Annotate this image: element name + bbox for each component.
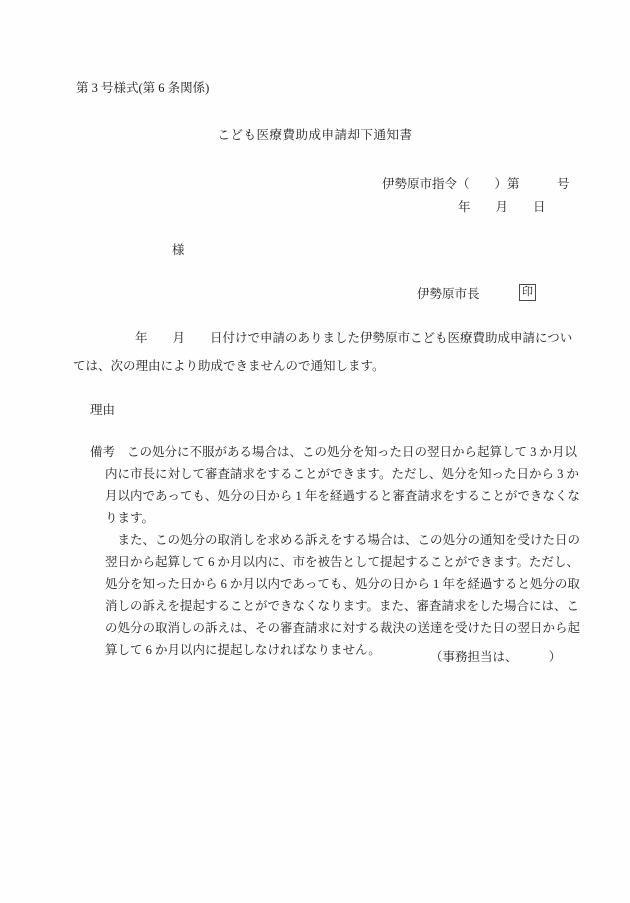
remarks-line: 内に市長に対して審査請求をすることができます。ただし、処分を知った日から 3 か — [105, 467, 580, 481]
remarks-line: 処分を知った日から 6 か月以内であっても、処分の日から 1 年を経過すると処分の取 — [105, 577, 580, 591]
body-line-2: ては、次の理由により助成できませんので通知します。 — [73, 359, 385, 373]
seal-mark: 印 — [519, 284, 536, 301]
remarks-line: 月以内であっても、処分の日から 1 年を経過すると審査請求をすることができなくな — [105, 489, 580, 503]
remarks-line: また、この処分の取消しを求める訴えをする場合は、この処分の通知を受けた日の — [105, 533, 581, 547]
remarks-line: ります。 — [105, 511, 155, 525]
issue-date-line: 年 月 日 — [458, 200, 546, 214]
remarks-line: この処分に不服がある場合は、この処分を知った日の翌日から起算して 3 か月以 — [127, 445, 578, 459]
body-line-1: 年 月 日付けで申請のありました伊勢原市こども医療費助成申請につい — [135, 331, 573, 345]
remarks-line: 消しの訴えを提起することができなくなります。また、審査請求をした場合には、こ — [105, 599, 580, 613]
remarks-line: の処分の取消しの訴えは、その審査請求に対する裁決の送達を受けた日の翌日から起 — [105, 621, 581, 635]
document-title: こども医療費助成申請却下通知書 — [217, 128, 413, 142]
remarks-label: 備考 — [90, 445, 116, 459]
clerk-note: （事務担当は、 ） — [430, 650, 562, 664]
issuer-name: 伊勢原市長 — [417, 287, 480, 301]
directive-number-line: 伊勢原市指令（ ）第 号 — [382, 177, 570, 191]
remarks-line: 算して 6 か月以内に提起しなければなりません。 — [105, 643, 381, 657]
form-number: 第 3 号様式(第 6 条関係) — [76, 81, 210, 95]
reason-label: 理由 — [90, 403, 116, 417]
addressee-suffix: 様 — [172, 243, 185, 257]
remarks-line: 翌日から起算して 6 か月以内に、市を被告として提起することができます。ただし、 — [105, 555, 580, 569]
